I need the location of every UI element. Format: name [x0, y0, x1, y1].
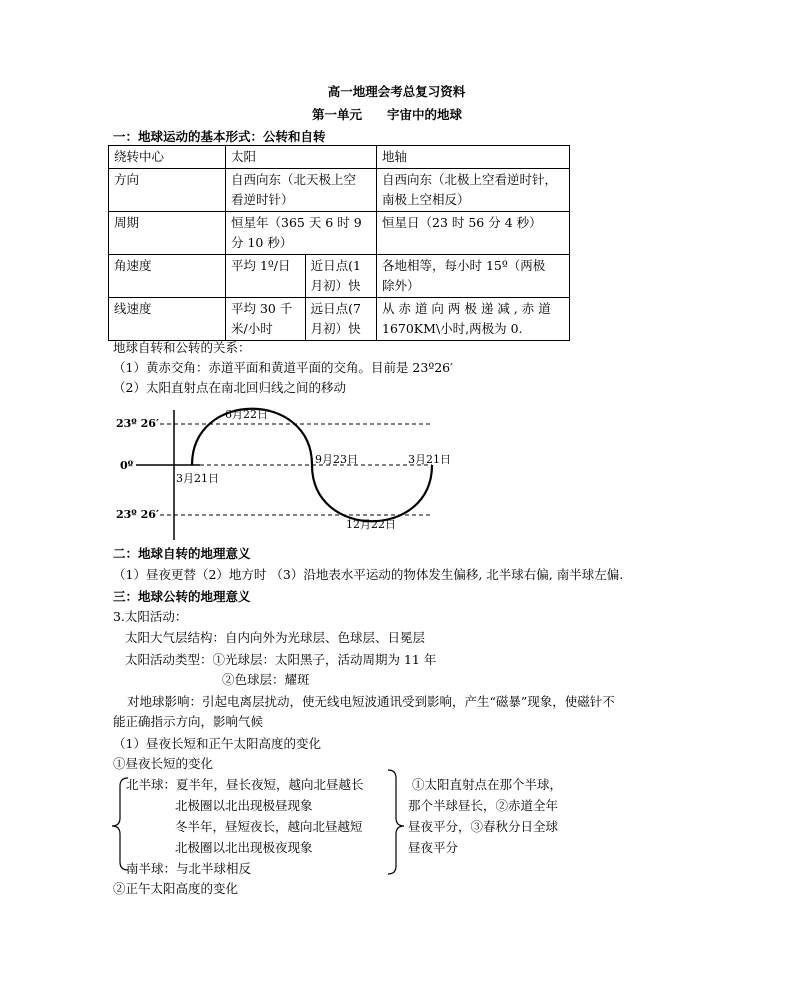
- cell-line: 月初）快: [310, 278, 361, 293]
- cell-line: 分 10 秒）: [231, 235, 293, 250]
- cell-line: 自西向东（北天极上空: [231, 172, 357, 187]
- table-cell: 周期: [109, 212, 226, 255]
- label-mar21-right: 3月21日: [408, 453, 451, 466]
- note-line-3: 昼夜平分，③春秋分日全球: [408, 819, 559, 834]
- cell-line: 恒星年（365 天 6 时 9: [231, 215, 362, 230]
- cell-line: 南极上空相反）: [382, 192, 470, 207]
- cell-line: 1670KM\小时,两极为 0.: [382, 321, 523, 336]
- section2-text: （1）昼夜更替（2）地方时 （3）沿地表水平运动的物体发生偏移, 北半球右偏, 南半球左偏.: [113, 567, 624, 582]
- cell-line: 看逆时针）: [231, 192, 294, 207]
- label-sep23: 9月23日: [315, 453, 358, 466]
- day-length-subheading: ①昼夜长短的变化: [113, 756, 214, 771]
- page-title: 高一地理会考总复习资料: [327, 84, 466, 99]
- cell-line: 月初）快: [310, 321, 361, 336]
- label-lat-north: 23º 26′: [116, 417, 159, 430]
- relation-item-1: （1）黄赤交角：赤道平面和黄道平面的交角。目前是 23º26′: [113, 360, 453, 375]
- table-cell: 平均 1º/日: [226, 255, 306, 298]
- cell-line: 各地相等，每小时 15º（两极: [382, 258, 546, 273]
- label-mar21-left: 3月21日: [176, 472, 219, 485]
- brace-line-5: 南半球：与北半球相反: [126, 861, 252, 876]
- note-line-1: ①太阳直射点在那个半球，: [412, 777, 563, 792]
- note-line-2: 那个半球昼长，②赤道全年: [408, 798, 559, 813]
- right-brace: [388, 770, 404, 874]
- brace-line-4: 北极圈以北出现极夜现象: [175, 840, 313, 855]
- solar-type-1: 太阳活动类型：①光球层：太阳黑子，活动周期为 11 年: [125, 652, 437, 667]
- cell-line: 从 赤 道 向 两 极 递 减 , 赤 道: [382, 301, 551, 316]
- cell-line: 平均 30 千: [231, 301, 293, 316]
- note-line-4: 昼夜平分: [408, 840, 459, 855]
- brace-line-1: 北半球：夏半年，昼长夜短，越向北昼越长: [126, 777, 364, 792]
- table-cell: 绕转中心: [109, 146, 226, 169]
- relation-item-2: （2）太阳直射点在南北回归线之间的移动: [113, 380, 346, 395]
- brace-line-2: 北极圈以北出现极昼现象: [175, 798, 313, 813]
- section-heading-1: 一：地球运动的基本形式：公转和自转: [113, 129, 326, 144]
- relation-title: 地球自转和公转的关系：: [113, 340, 251, 355]
- solar-activity-title: 3.太阳活动：: [113, 609, 188, 624]
- section-heading-2: 二：地球自转的地理意义: [113, 546, 251, 561]
- table-cell: 方向: [109, 169, 226, 212]
- solar-atmosphere: 太阳大气层结构：自内向外为光球层、色球层、日冕层: [125, 630, 426, 645]
- table-cell: 太阳: [226, 146, 377, 169]
- label-lat-equator: 0º: [120, 459, 134, 472]
- label-lat-south: 23º 26′: [116, 508, 159, 521]
- cell-line: 米/小时: [231, 321, 273, 336]
- table-cell: 地轴: [377, 146, 570, 169]
- cell-line: 远日点(7: [310, 301, 361, 316]
- cell-line: 除外）: [382, 278, 420, 293]
- day-length-heading: （1）昼夜长短和正午太阳高度的变化: [113, 736, 321, 751]
- table-cell: 角速度: [109, 255, 226, 298]
- section-heading-3: 三：地球公转的地理意义: [113, 589, 251, 604]
- solar-type-2: ②色球层：耀斑: [222, 672, 310, 687]
- unit-title: 第一单元 宇宙中的地球: [312, 107, 463, 122]
- table-cell: 线速度: [109, 298, 226, 341]
- cell-line: 自西向东（北极上空看逆时针，: [382, 172, 558, 187]
- table-cell: 恒星日（23 时 56 分 4 秒）: [377, 212, 570, 255]
- solar-effect-1: 对地球影响：引起电离层扰动，使无线电短波通讯受到影响，产生“磁暴”现象，使磁针不: [127, 694, 615, 709]
- solar-effect-2: 能正确指示方向，影响气候: [113, 714, 264, 729]
- label-dec22: 12月22日: [346, 518, 396, 531]
- cell-line: 近日点(1: [310, 258, 361, 273]
- noon-altitude-heading: ②正午太阳高度的变化: [113, 881, 239, 896]
- brace-line-3: 冬半年，昼短夜长，越向北昼越短: [175, 819, 363, 834]
- label-jun22: 6月22日: [225, 408, 268, 421]
